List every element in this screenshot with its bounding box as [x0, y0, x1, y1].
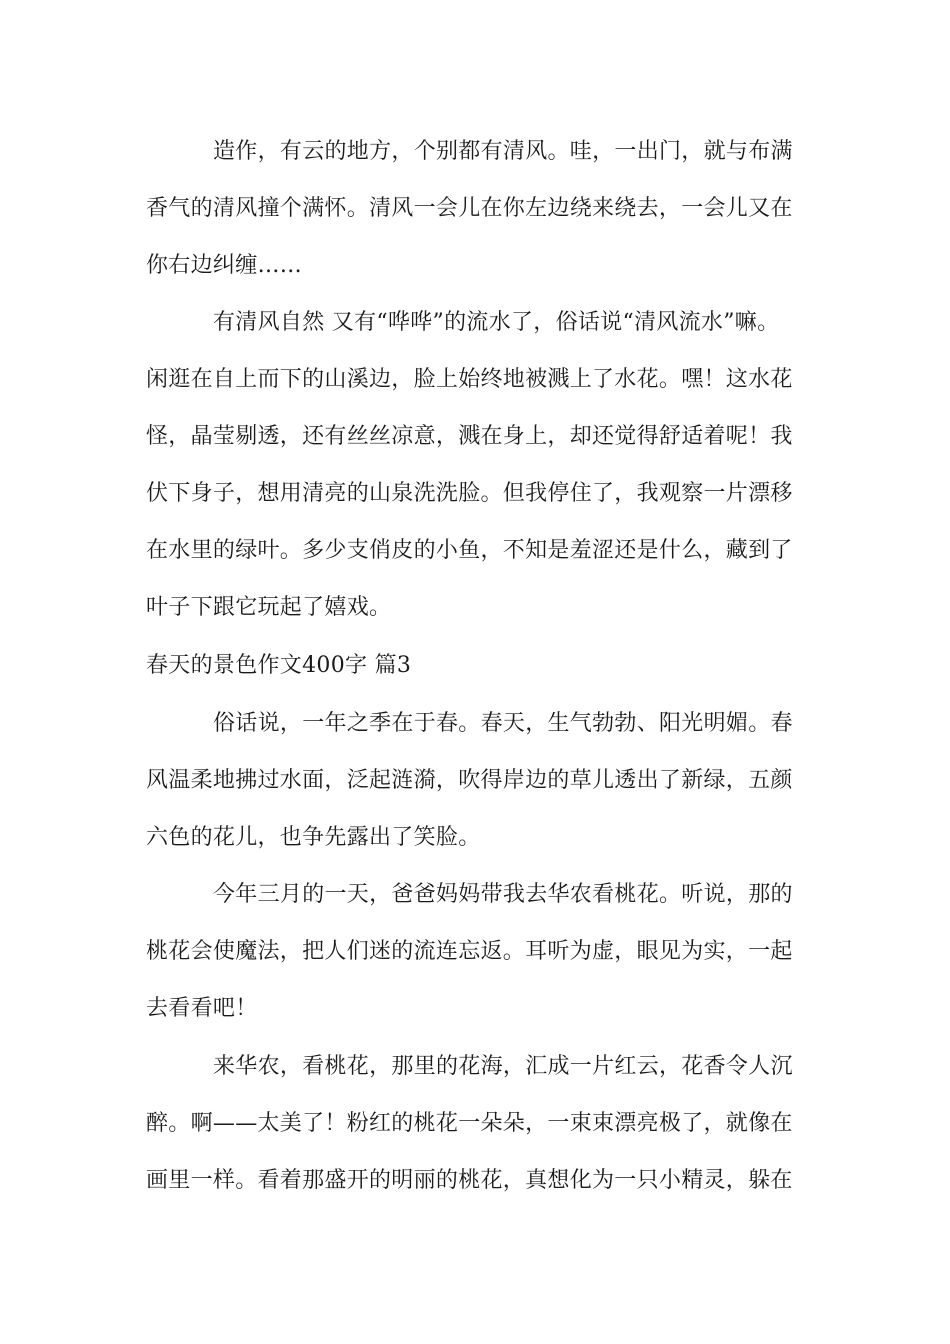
paragraph-line: 俗话说，一年之季在于春。春天，生气勃勃、阳光明媚。春 — [213, 711, 793, 736]
paragraph-line: 画里一样。看着那盛开的明丽的桃花，真想化为一只小精灵，躲在 — [146, 1168, 793, 1193]
paragraph-line: 造作，有云的地方，个别都有清风。哇，一出门，就与布满 — [213, 139, 793, 164]
paragraph-line: 闲逛在自上而下的山溪边，脸上始终地被溅上了水花。嘿！这水花 — [146, 367, 793, 392]
paragraph-line: 在水里的绿叶。多少支俏皮的小鱼，不知是羞涩还是什么，藏到了 — [146, 538, 793, 563]
paragraph-line: 醉。啊——太美了！粉红的桃花一朵朵，一束束漂亮极了，就像在 — [146, 1111, 793, 1136]
paragraph-line: 怪，晶莹剔透，还有丝丝凉意，溅在身上，却还觉得舒适着呢！我 — [146, 424, 793, 449]
paragraph-line: 今年三月的一天，爸爸妈妈带我去华农看桃花。听说，那的 — [213, 882, 793, 907]
paragraph-line: 你右边纠缠…… — [146, 253, 303, 278]
paragraph-line: 去看看吧！ — [146, 996, 258, 1021]
section-heading: 春天的景色作文400字 篇3 — [146, 653, 412, 678]
paragraph-line: 香气的清风撞个满怀。清风一会儿在你左边绕来绕去，一会儿又在 — [146, 196, 793, 221]
paragraph-line: 有清风自然 又有“哗哗”的流水了，俗话说“清风流水”嘛。 — [213, 310, 780, 335]
paragraph-line: 风温柔地拂过水面，泛起涟漪，吹得岸边的草儿透出了新绿，五颜 — [146, 768, 793, 793]
paragraph-line: 桃花会使魔法，把人们迷的流连忘返。耳听为虚，眼见为实，一起 — [146, 939, 793, 964]
paragraph-line: 伏下身子，想用清亮的山泉洗洗脸。但我停住了，我观察一片漂移 — [146, 481, 793, 506]
paragraph-line: 六色的花儿，也争先露出了笑脸。 — [146, 825, 481, 850]
paragraph-line: 叶子下跟它玩起了嬉戏。 — [146, 595, 392, 620]
paragraph-line: 来华农，看桃花，那里的花海，汇成一片红云，花香令人沉 — [213, 1054, 793, 1079]
